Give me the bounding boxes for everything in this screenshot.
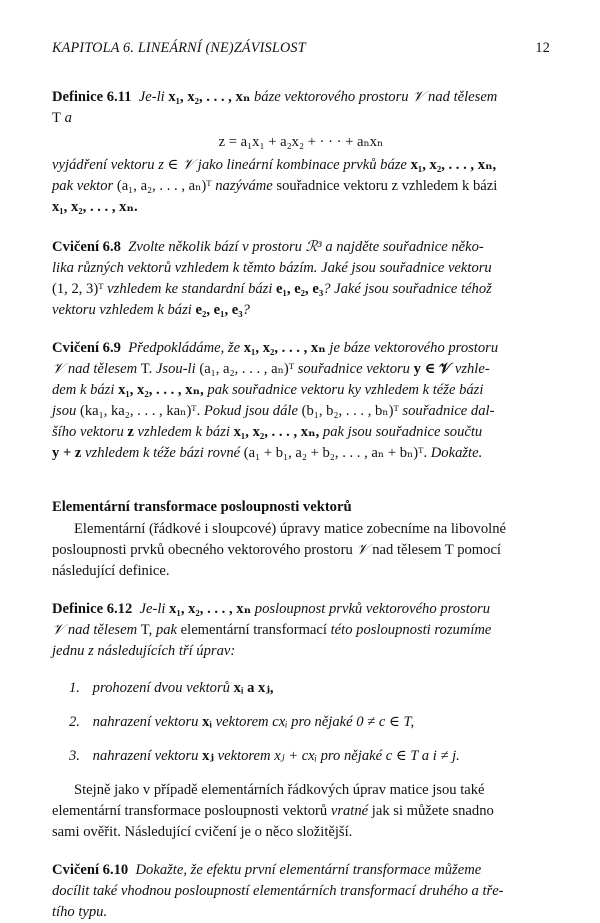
text: Jsou-li	[155, 361, 196, 377]
exercise-label: Cvičení 6.9	[52, 340, 121, 356]
text: Pokud jsou dále	[203, 403, 298, 419]
text: je báze vektorového prostoru	[329, 340, 499, 356]
math: y + z	[52, 445, 82, 461]
text: vektorem xⱼ + cxᵢ pro nějaké c ∈ T a i ≠ j.	[217, 748, 460, 764]
text: sami ověřit. Následující cvičení je o něco složitější.	[52, 824, 353, 840]
math: xᵢ	[202, 714, 212, 730]
math: z	[127, 424, 134, 440]
field-symbol: T	[52, 110, 61, 126]
linear-combination-formula: z = a₁x₁ + a₂x₂ + · · · + aₙxₙ	[218, 134, 384, 150]
text: vzhledem k téže bázi rovné	[85, 445, 241, 461]
list-number: 1.	[69, 680, 80, 696]
definition-6-12	[52, 599, 550, 662]
exercise-6-8	[52, 237, 550, 321]
text: ? Jaké jsou souřadnice téhož	[323, 281, 492, 297]
page	[52, 38, 550, 923]
definition-label: Definice 6.11	[52, 89, 132, 105]
text: nad tělesem T pomocí	[372, 542, 501, 558]
text: souřadnice vektoru	[297, 361, 410, 377]
text: nazýváme	[215, 178, 273, 194]
field-symbol: T.	[140, 361, 153, 377]
text: Je-li	[138, 89, 165, 105]
vector-list: x₁, x₂, . . . , xₙ	[169, 601, 252, 617]
text: dem k bázi	[52, 382, 115, 398]
math: (a₁, a₂, . . . , aₙ)ᵀ	[116, 178, 212, 194]
field-symbol: T,	[140, 622, 153, 638]
body-paragraph	[52, 780, 550, 843]
text: posloupnosti prvků obecného vektorového prostoru	[52, 542, 353, 558]
list-item	[69, 746, 550, 767]
text: a	[64, 110, 72, 126]
list-number: 3.	[69, 748, 80, 764]
space-symbol: ℛ³	[305, 239, 322, 255]
emphasis: vratné	[330, 803, 369, 819]
list-item	[69, 678, 550, 699]
text: báze vektorového prostoru	[254, 89, 409, 105]
text: pak vektor	[52, 178, 114, 194]
vector-list: x₁, x₂, . . . , xₙ	[168, 89, 251, 105]
vector-list: x₁, x₂, . . . , xₙ	[243, 340, 326, 356]
math: (a₁ + b₁, a₂ + b₂, . . . , aₙ + bₙ)ᵀ.	[243, 445, 428, 461]
basis-vectors: e₂, e₁, e₃	[195, 302, 243, 318]
text: pak souřadnice vektoru	[207, 382, 345, 398]
list-item	[69, 712, 550, 733]
text: nad tělesem	[67, 361, 138, 377]
text: vyjádření vektoru	[52, 157, 155, 173]
space-symbol: 𝒱	[412, 89, 425, 105]
math: y ∈ 𝒱	[413, 361, 452, 377]
running-header	[52, 38, 550, 59]
text: nad tělesem	[428, 89, 498, 105]
text: prohození dvou vektorů	[92, 680, 230, 696]
text: vektorem cxᵢ pro nějaké 0 ≠ c ∈ T,	[215, 714, 415, 730]
text: jednu z následujících tří úprav:	[52, 643, 236, 659]
text: jak si můžete snadno	[371, 803, 494, 819]
exercise-6-9	[52, 338, 550, 464]
text: ?	[242, 302, 250, 318]
section-intro-paragraph	[52, 519, 550, 582]
text: jako lineární kombinace prvků báze	[197, 157, 407, 173]
definition-label: Definice 6.12	[52, 601, 133, 617]
vector-list: x₁, x₂, . . . , xₙ.	[52, 199, 138, 215]
math: ky	[348, 382, 361, 398]
text: pak jsou souřadnice součtu	[322, 424, 483, 440]
math: (a₁, a₂, . . . , aₙ)ᵀ	[199, 361, 295, 377]
math: xⱼ	[202, 748, 214, 764]
space-symbol: 𝒱	[52, 361, 65, 377]
space-symbol: 𝒱	[52, 622, 65, 638]
page-number: 12	[535, 40, 550, 56]
text: Dokažte.	[430, 445, 483, 461]
section-heading: Elementární transformace posloupnosti vektorů	[52, 499, 352, 515]
text: posloupnost prvků vektorového prostoru	[254, 601, 491, 617]
space-symbol: 𝒱	[356, 542, 369, 558]
text: souřadnice vektoru z vzhledem k bázi	[276, 178, 498, 194]
text: šího vektoru	[52, 424, 124, 440]
vector-list: x₁, x₂, . . . , xₙ,	[410, 157, 497, 173]
exercise-label: Cvičení 6.10	[52, 862, 129, 878]
text: nad tělesem	[67, 622, 138, 638]
text: tího typu.	[52, 904, 108, 920]
text: elementární transformace posloupnosti vektorů	[52, 803, 328, 819]
math: (ka₁, ka₂, . . . , kaₙ)ᵀ.	[79, 403, 201, 419]
vector-list: x₁, x₂, . . . , xₙ,	[118, 382, 204, 398]
math: (1, 2, 3)ᵀ	[52, 281, 104, 297]
text: docílit také vhodnou posloupností elementárních transformací druhého a tře-	[52, 883, 504, 899]
vector-list: x₁, x₂, . . . , xₙ,	[233, 424, 320, 440]
text: nahrazení vektoru	[92, 714, 199, 730]
list-number: 2.	[69, 714, 80, 730]
text: vzhledem k téže bázi	[364, 382, 484, 398]
text: nahrazení vektoru	[92, 748, 199, 764]
text: Je-li	[139, 601, 166, 617]
text: Dokažte, že efektu první elementární transformace můžeme	[135, 862, 482, 878]
chapter-title: KAPITOLA 6. LINEÁRNÍ (NE)ZÁVISLOST	[52, 40, 306, 56]
math: z ∈ 𝒱	[158, 157, 195, 173]
text: vzhledem k bázi	[137, 424, 230, 440]
text: Předpokládáme, že	[128, 340, 241, 356]
text: vzhle-	[454, 361, 490, 377]
text: lika různých vektorů vzhledem k těmto bázím. Jaké jsou souřadnice vektoru	[52, 260, 492, 276]
exercise-label: Cvičení 6.8	[52, 239, 121, 255]
math: (b₁, b₂, . . . , bₙ)ᵀ	[301, 403, 399, 419]
math: xᵢ a xⱼ,	[233, 680, 274, 696]
basis-vectors: e₁, e₂, e₃	[276, 281, 324, 297]
text: a najděte souřadnice něko-	[325, 239, 484, 255]
text: Stejně jako v případě elementárních řádkových úprav matice jsou také	[74, 782, 485, 798]
transformation-list	[52, 678, 550, 767]
text: souřadnice dal-	[402, 403, 495, 419]
text: následující definice.	[52, 563, 170, 579]
text: vzhledem ke standardní bázi	[107, 281, 273, 297]
definition-6-11	[52, 87, 550, 218]
defined-term: elementární transformací	[180, 622, 327, 638]
text: pak	[155, 622, 178, 638]
text: jsou	[52, 403, 77, 419]
text: této posloupnosti rozumíme	[330, 622, 492, 638]
text: Elementární (řádkové i sloupcové) úpravy matice zobecníme na libovolné	[74, 521, 506, 537]
text: vektoru vzhledem k bázi	[52, 302, 192, 318]
text: Zvolte několik bází v prostoru	[128, 239, 302, 255]
